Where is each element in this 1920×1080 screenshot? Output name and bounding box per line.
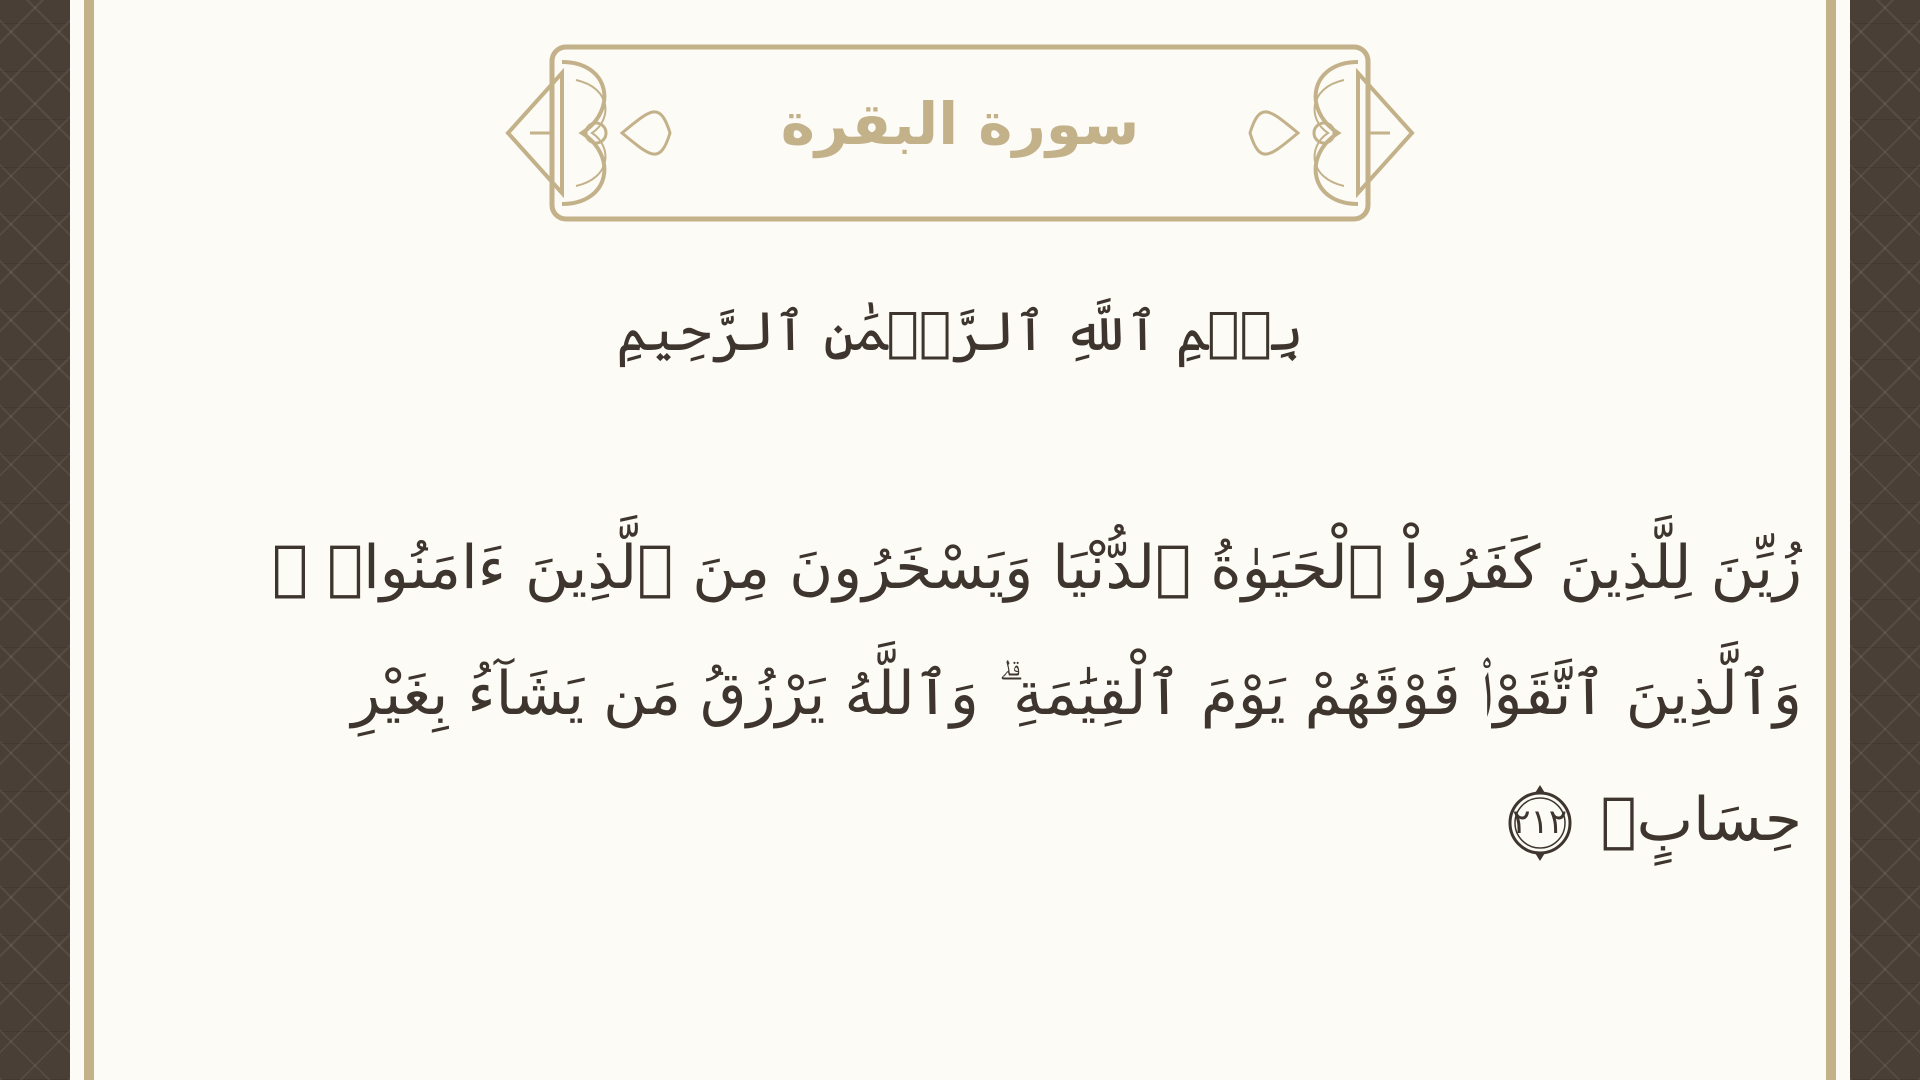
left-ornamental-border <box>0 0 70 1080</box>
right-inner-margin <box>1836 0 1850 1080</box>
surah-header-cartouche <box>500 40 1420 226</box>
left-inner-margin <box>70 0 84 1080</box>
right-gold-rule <box>1826 0 1836 1080</box>
ayah-number: ٢١٢ <box>1512 802 1567 843</box>
surah-title: سورة البقرة <box>780 90 1140 158</box>
verse-line-2: وَٱلَّذِينَ ٱتَّقَوْا۟ فَوْقَهُمْ يَوْمَ ٱلْقِيَٰمَةِ ۗ وَٱللَّهُ يَرْزُقُ مَن يَشَآءُ بِغَيْرِ <box>351 659 1802 729</box>
verse-line-3-text: حِسَابٍۢ <box>1600 785 1802 855</box>
ayah-number-marker <box>1501 784 1579 862</box>
verse-line-3 <box>322 757 1802 883</box>
verse-line-1: زُيِّنَ لِلَّذِينَ كَفَرُواْ ٱلْحَيَوٰةُ ٱلدُّنْيَا وَيَسْخَرُونَ مِنَ ٱلَّذِينَ ءَامَنُوا۟ ۘ <box>272 533 1802 603</box>
verse-text <box>272 505 1802 883</box>
basmala: بِسۡمِ ٱللَّهِ ٱلرَّحۡمَٰنِ ٱلرَّحِيمِ <box>616 300 1304 363</box>
right-ornamental-border <box>1850 0 1920 1080</box>
left-gold-rule <box>84 0 94 1080</box>
